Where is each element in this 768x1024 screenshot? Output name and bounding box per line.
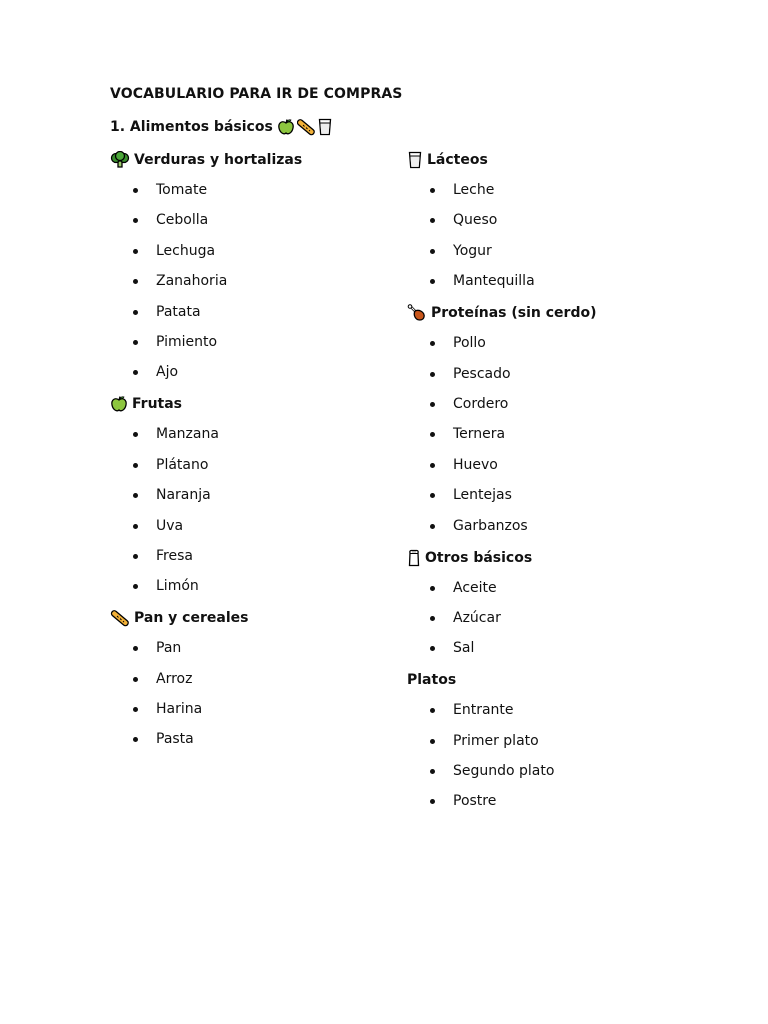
list-item: Primer plato	[407, 731, 597, 751]
list-item: Zanahoria	[110, 271, 302, 291]
dairy-heading	[407, 150, 597, 170]
list-item: Cordero	[407, 394, 597, 414]
list-item: Huevo	[407, 455, 597, 475]
list-item: Aceite	[407, 578, 597, 598]
milk-glass-icon	[317, 118, 333, 136]
list-item: Manzana	[110, 424, 302, 444]
chicken-leg-icon	[407, 304, 427, 322]
proteins-heading	[407, 303, 597, 323]
bread-section	[110, 608, 302, 749]
page-title: VOCABULARIO PARA IR DE COMPRAS	[110, 86, 403, 102]
vegetables-heading-text: Verduras y hortalizas	[134, 152, 303, 168]
list-item: Uva	[110, 516, 302, 536]
dairy-heading-text: Lácteos	[427, 152, 488, 168]
list-item: Entrante	[407, 700, 597, 720]
broccoli-icon	[110, 151, 130, 169]
list-item: Lentejas	[407, 485, 597, 505]
salt-shaker-icon	[407, 549, 421, 567]
dishes-list	[407, 700, 597, 811]
list-item: Harina	[110, 699, 302, 719]
bread-heading	[110, 608, 302, 628]
bread-list	[110, 638, 302, 749]
list-item: Plátano	[110, 455, 302, 475]
dairy-section	[407, 150, 597, 291]
list-item: Postre	[407, 791, 597, 811]
list-item: Pasta	[110, 729, 302, 749]
left-column	[110, 150, 302, 761]
list-item: Ternera	[407, 424, 597, 444]
others-list	[407, 578, 597, 659]
list-item: Pan	[110, 638, 302, 658]
list-item: Pollo	[407, 333, 597, 353]
list-item: Pescado	[407, 364, 597, 384]
list-item: Ajo	[110, 362, 302, 382]
list-item: Pimiento	[110, 332, 302, 352]
proteins-list	[407, 333, 597, 535]
dishes-section	[407, 670, 597, 811]
list-item: Queso	[407, 210, 597, 230]
list-item: Limón	[110, 576, 302, 596]
fruits-section	[110, 394, 302, 596]
section-title-text: 1. Alimentos básicos	[110, 119, 273, 135]
list-item: Fresa	[110, 546, 302, 566]
others-heading-text: Otros básicos	[425, 549, 533, 566]
proteins-heading-text: Proteínas (sin cerdo)	[431, 305, 597, 322]
list-item: Yogur	[407, 241, 597, 261]
proteins-section	[407, 303, 597, 535]
list-item: Naranja	[110, 485, 302, 505]
baguette-icon	[110, 609, 130, 627]
vegetables-section	[110, 150, 302, 382]
fruits-heading-text: Frutas	[132, 396, 183, 413]
fruits-list	[110, 424, 302, 596]
dishes-heading-text: Platos	[407, 672, 457, 689]
list-item: Lechuga	[110, 241, 302, 261]
fruits-heading	[110, 394, 302, 414]
list-item: Segundo plato	[407, 761, 597, 781]
list-item: Azúcar	[407, 608, 597, 628]
list-item: Tomate	[110, 180, 302, 200]
right-column	[407, 150, 597, 823]
dishes-heading	[407, 670, 597, 690]
list-item: Cebolla	[110, 210, 302, 230]
milk-glass-icon	[407, 151, 423, 169]
others-section	[407, 548, 597, 659]
bread-heading-text: Pan y cereales	[134, 610, 249, 627]
vegetables-heading	[110, 150, 302, 170]
baguette-icon	[297, 118, 315, 136]
list-item: Arroz	[110, 669, 302, 689]
section-title	[110, 118, 333, 136]
vegetables-list	[110, 180, 302, 382]
list-item: Sal	[407, 638, 597, 658]
others-heading	[407, 548, 597, 568]
apple-icon	[277, 118, 295, 136]
apple-icon	[110, 395, 128, 413]
list-item: Mantequilla	[407, 271, 597, 291]
list-item: Garbanzos	[407, 516, 597, 536]
dairy-list	[407, 180, 597, 291]
list-item: Patata	[110, 302, 302, 322]
list-item: Leche	[407, 180, 597, 200]
